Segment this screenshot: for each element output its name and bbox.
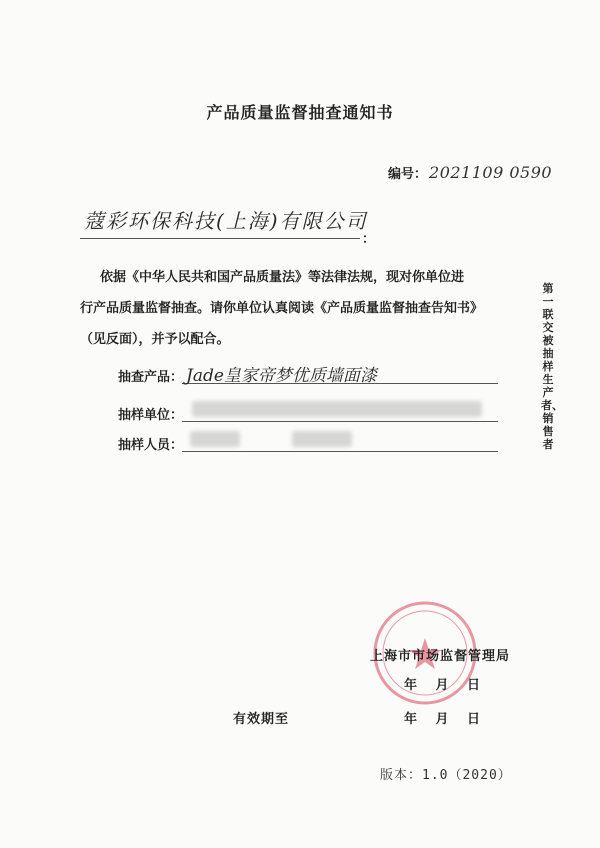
valid-until-label: 有效期至 (233, 712, 290, 727)
serial-value: 2021109 0590 (429, 163, 553, 182)
person-label: 抽样人员： (118, 438, 184, 453)
field-sampling-unit (118, 404, 183, 423)
serial-number (388, 163, 552, 182)
company-underline (80, 238, 360, 239)
redacted-person-2 (292, 431, 352, 447)
redacted-unit (192, 401, 482, 417)
copy-note: 第一联 交被抽样生产者、销售者 (541, 282, 563, 451)
product-label: 抽查产品： (118, 370, 184, 385)
redacted-person-1 (190, 431, 240, 447)
unit-value-line (182, 399, 498, 422)
unit-label: 抽样单位： (118, 408, 184, 423)
field-product (118, 366, 377, 386)
field-sampling-person (118, 434, 183, 453)
person-value-line (182, 429, 498, 452)
product-value: Jade皇家帝梦优质墙面漆 (186, 366, 377, 386)
company-colon: ： (362, 232, 376, 247)
paragraph-line: （见反面），并予以配合。 (80, 332, 230, 347)
issue-date: 年 月 日 (404, 678, 481, 693)
product-value-line (182, 361, 498, 384)
version-label: 版本：1.0（2020） (380, 768, 512, 783)
notice-paragraph (80, 262, 520, 355)
company-name: 蔻彩环保科技(上海)有限公司 (84, 209, 368, 233)
document-title: 产品质量监督抽查通知书 (206, 103, 394, 122)
recipient-company (80, 205, 380, 239)
issuing-agency: 上海市市场监督管理局 (370, 649, 511, 664)
paragraph-line: 依据《中华人民共和国产品质量法》等法律法规，现对你单位进 (100, 270, 465, 285)
paragraph-line: 行产品质量监督抽查。请你单位认真阅读《产品质量监督抽查告知书》 (80, 301, 484, 316)
serial-label: 编号： (388, 167, 428, 182)
valid-until-date: 年 月 日 (404, 712, 481, 727)
